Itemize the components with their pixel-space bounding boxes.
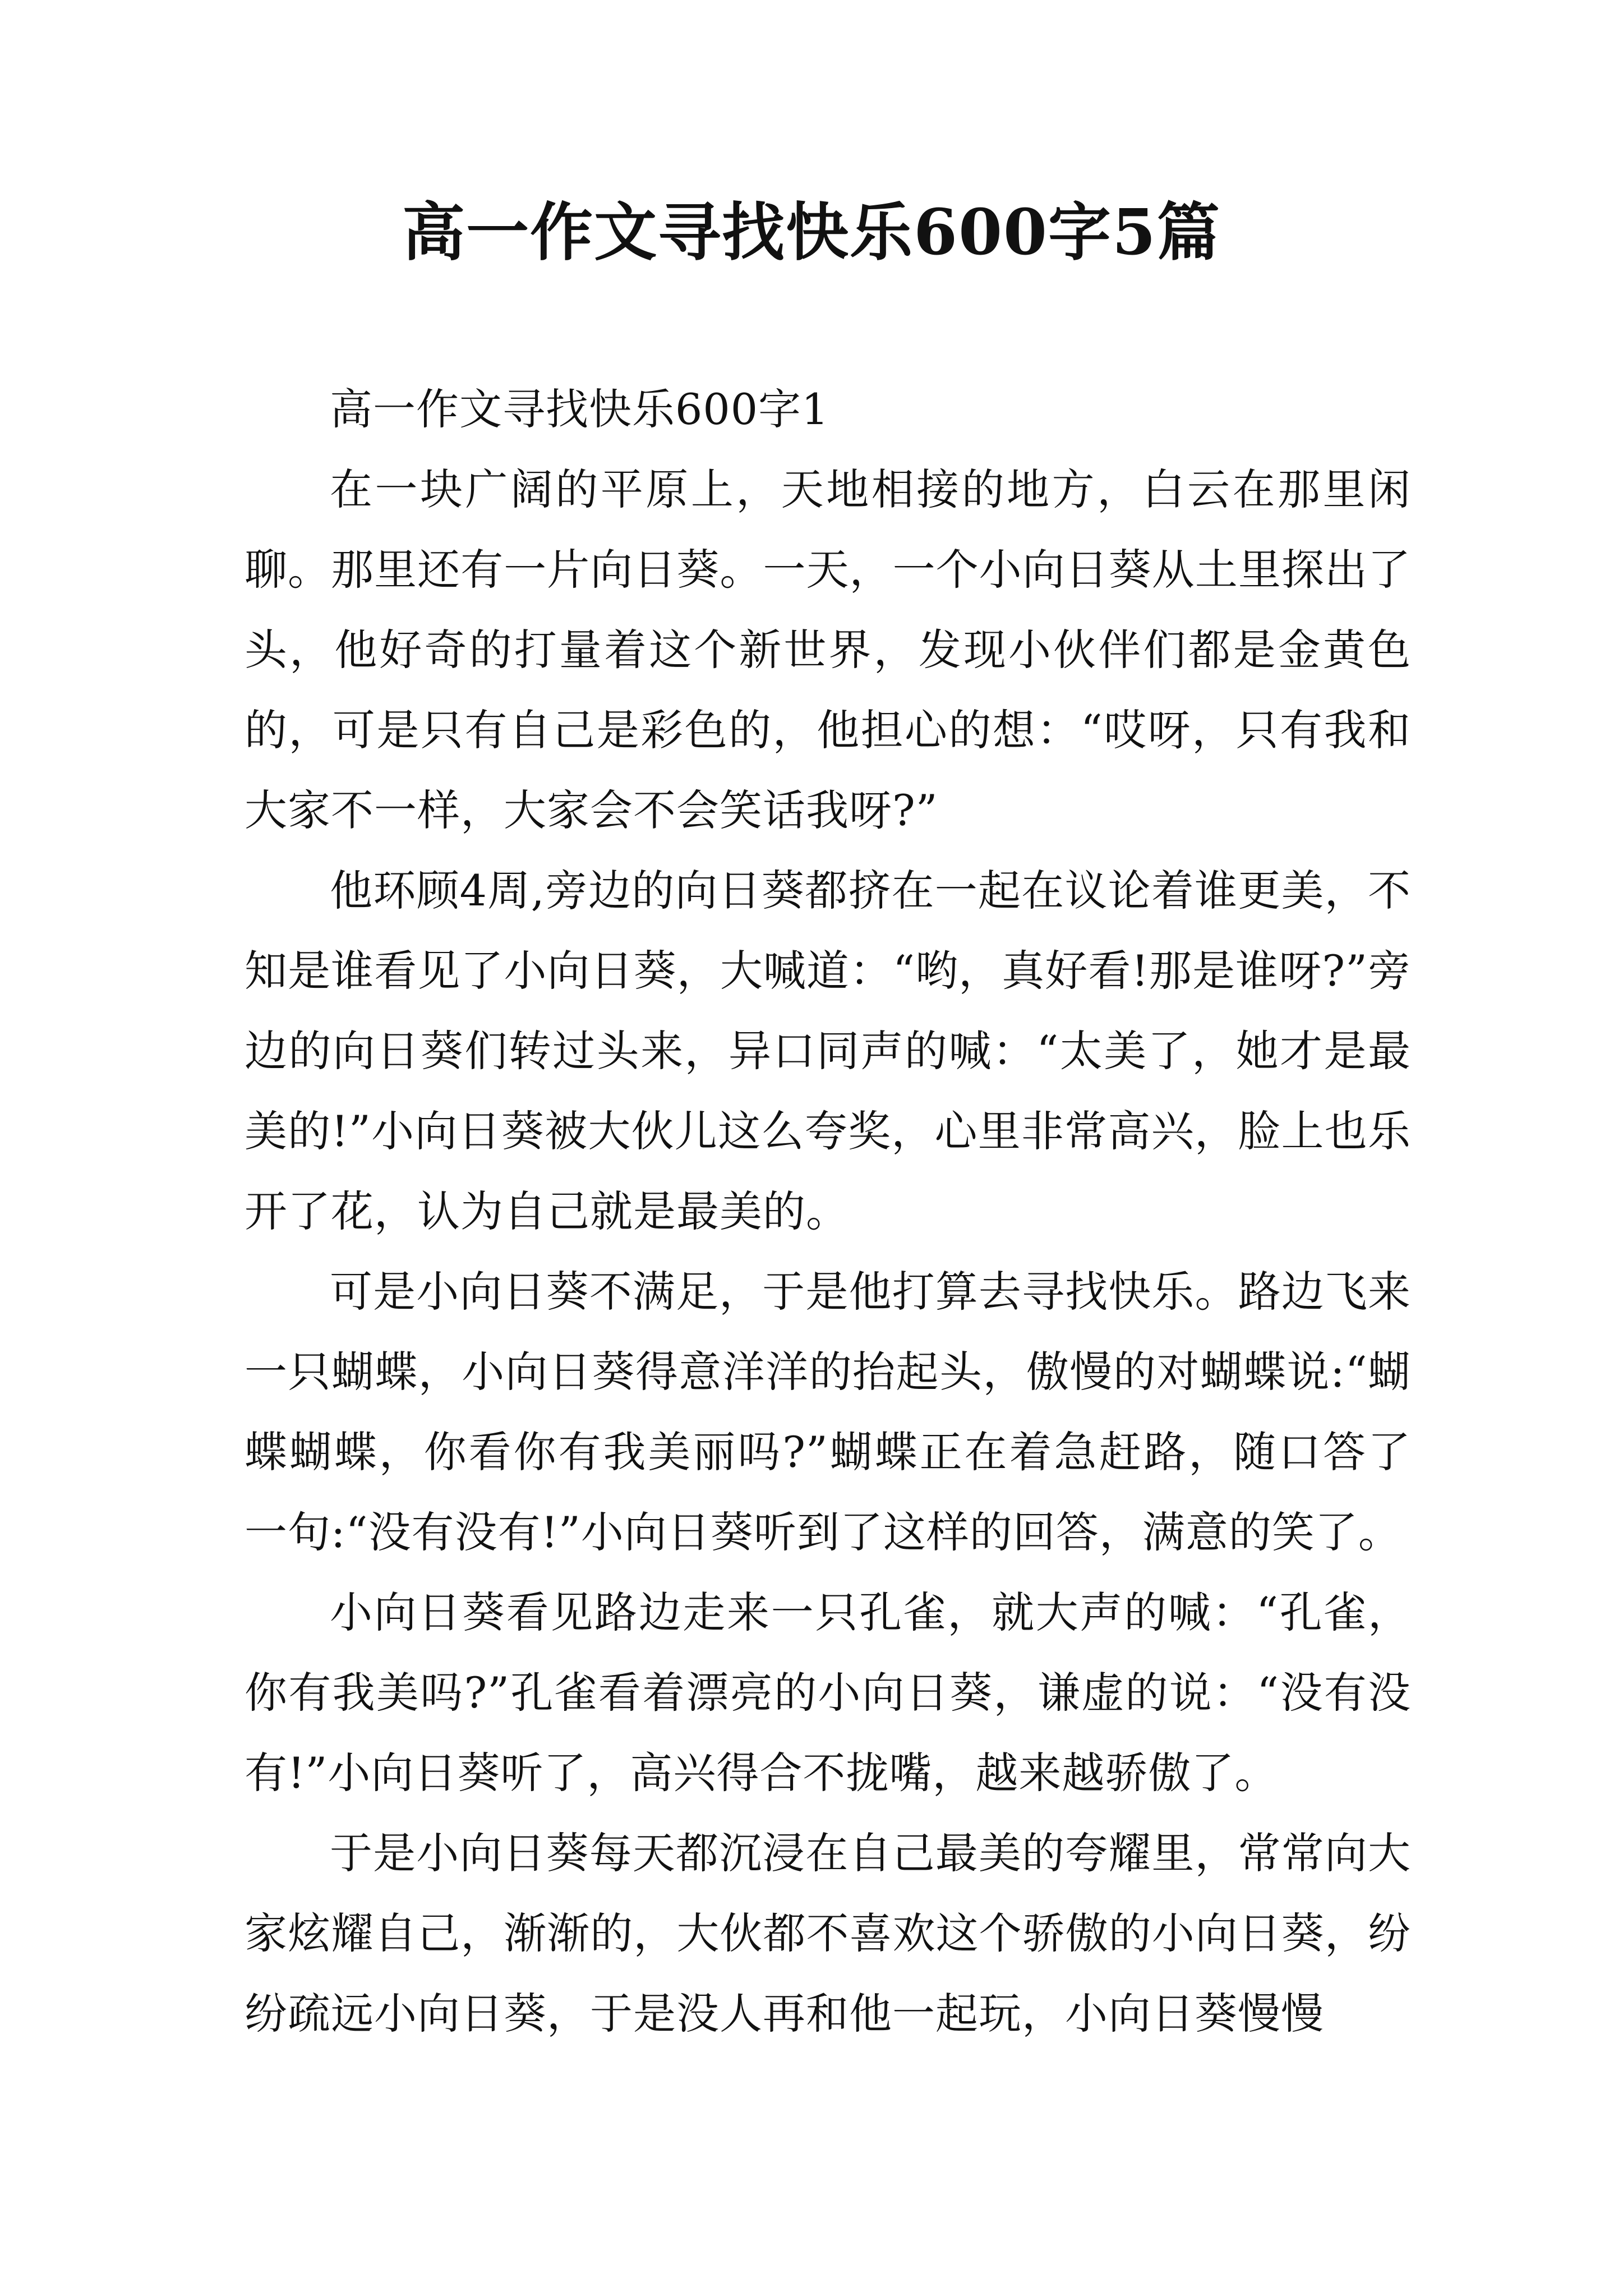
document-title: 高一作文寻找快乐600字5篇 <box>402 196 1221 269</box>
document-body <box>245 369 1411 2054</box>
paragraph: 可是小向日葵不满足，于是他打算去寻找快乐。路边飞来一只蝴蝶，小向日葵得意洋洋的抬起头，傲慢的对蝴蝶说:“蝴蝶蝴蝶，你看你有我美丽吗?”蝴蝶正在着急赶路，随口答了一句:“没有没有!”小向日葵听到了这样的回答，满意的笑了。 <box>245 1267 1411 1557</box>
section-heading: 高一作文寻找快乐600字1 <box>330 384 829 434</box>
paragraph: 于是小向日葵每天都沉浸在自己最美的夸耀里，常常向大家炫耀自己，渐渐的，大伙都不喜欢这个骄傲的小向日葵，纷纷疏远小向日葵，于是没人再和他一起玩，小向日葵慢慢 <box>245 1828 1411 2039</box>
paragraph: 他环顾4周,旁边的向日葵都挤在一起在议论着谁更美，不知是谁看见了小向日葵，大喊道：“哟，真好看!那是谁呀?”旁边的向日葵们转过头来，异口同声的喊：“太美了，她才是最美的!”小向日葵被大伙儿这么夸奖，心里非常高兴，脸上也乐开了花，认为自己就是最美的。 <box>245 866 1411 1236</box>
paragraph: 在一块广阔的平原上，天地相接的地方，白云在那里闲聊。那里还有一片向日葵。一天，一个小向日葵从土里探出了头，他好奇的打量着这个新世界，发现小伙伴们都是金黄色的，可是只有自己是彩色的，他担心的想：“哎呀，只有我和大家不一样，大家会不会笑话我呀?” <box>245 464 1411 835</box>
paragraph: 小向日葵看见路边走来一只孔雀，就大声的喊：“孔雀，你有我美吗?”孔雀看着漂亮的小向日葵，谦虚的说：“没有没有!”小向日葵听了，高兴得合不拢嘴，越来越骄傲了。 <box>245 1588 1411 1798</box>
